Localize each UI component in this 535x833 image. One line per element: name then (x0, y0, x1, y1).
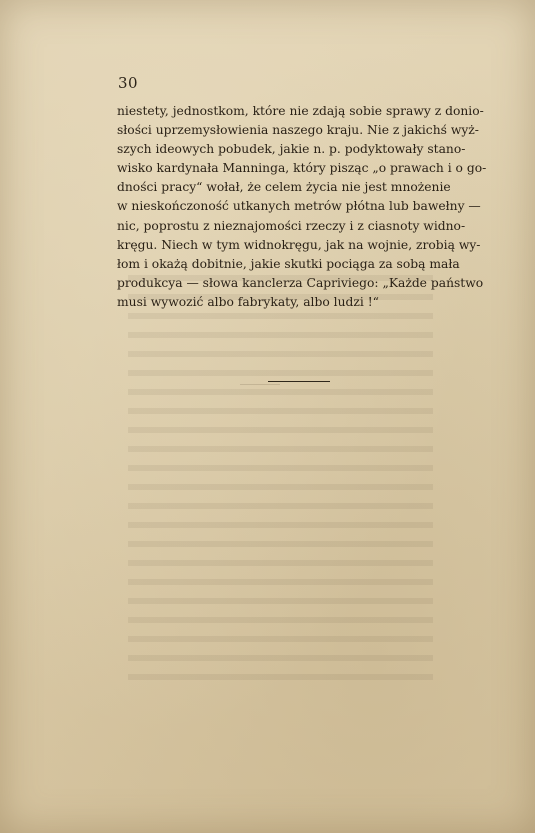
page-number: 30 (118, 74, 139, 92)
text-line: słości uprzemysłowienia naszego kraju. Nie z jakichś wyż- (117, 123, 479, 138)
text-line: łom i okażą dobitnie, jakie skutki pociąga za sobą mała (117, 256, 460, 271)
text-line: musi wywozić albo fabrykaty, albo ludzi !“ (117, 294, 379, 309)
text-line: w nieskończoność utkanych metrów płótna lub bawełny — (117, 199, 481, 214)
text-line: produkcya — słowa kanclerza Capriviego: „Każde państwo (117, 275, 484, 290)
bleed-through-rule (240, 384, 280, 385)
text-line: nic, poprostu z nieznajomości rzeczy i z ciasnoty widno- (117, 218, 466, 233)
text-line: niestety, jednostkom, które nie zdają sobie sprawy z donio- (117, 104, 484, 118)
section-end-rule (268, 381, 330, 382)
text-line: wisko kardynała Manninga, który pisząc „o prawach i o go- (117, 161, 487, 176)
text-line: kręgu. Niech w tym widnokręgu, jak na wojnie, zrobią wy- (117, 237, 481, 252)
bleed-through-text (128, 275, 433, 685)
text-line: szych ideowych pobudek, jakie n. p. podyktowały stano- (117, 142, 466, 157)
body-paragraph (117, 102, 487, 312)
text-line: dności pracy“ wołał, że celem życia nie jest mnożenie (117, 180, 451, 195)
